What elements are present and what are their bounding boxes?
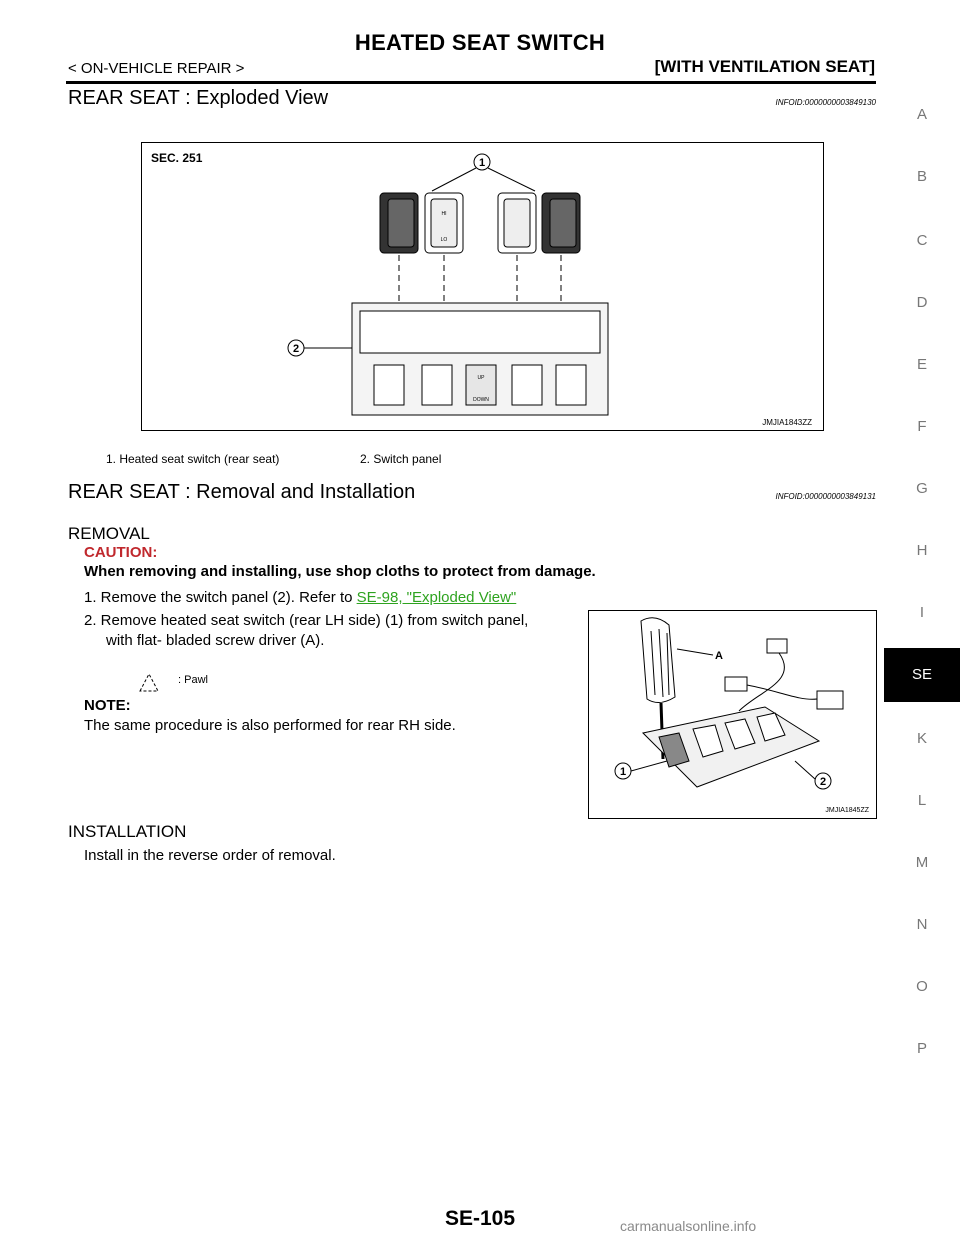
page-number: SE-105 xyxy=(444,1207,516,1230)
installation-text: Install in the reverse order of removal. xyxy=(84,847,336,864)
removal-heading: REMOVAL xyxy=(68,524,150,543)
tab-k[interactable]: K xyxy=(916,730,927,747)
switch-panel-icon xyxy=(352,303,608,415)
tab-f[interactable]: F xyxy=(917,418,927,435)
exploded-view-drawing xyxy=(142,143,822,429)
header-divider xyxy=(66,81,876,84)
tab-a[interactable]: A xyxy=(916,106,927,123)
tab-b[interactable]: B xyxy=(916,168,927,185)
pawl-symbol-icon xyxy=(138,671,160,693)
harness-connector-icon xyxy=(725,639,843,711)
caution-text: When removing and installing, use shop cloths to protect from damage. xyxy=(84,563,596,580)
heated-seat-switch-icon xyxy=(380,193,580,253)
step-2-line-2: with flat- bladed screw driver (A). xyxy=(106,632,325,649)
svg-text:1: 1 xyxy=(619,766,627,778)
installation-heading: INSTALLATION xyxy=(68,822,187,841)
tab-o[interactable]: O xyxy=(916,978,928,995)
callout-1-icon xyxy=(432,154,535,191)
removal-installation-infoid: INFOID:0000000003849131 xyxy=(775,492,876,501)
figure-code-label: JMJIA1843ZZ xyxy=(762,418,812,427)
exploded-view-figure xyxy=(141,142,824,431)
tab-d[interactable]: D xyxy=(916,294,928,311)
step-1-text: 1. Remove the switch panel (2). Refer to xyxy=(84,589,357,606)
removal-drawing xyxy=(589,611,875,817)
switch-down-label: DOWN xyxy=(473,397,489,403)
tab-g[interactable]: G xyxy=(916,480,928,497)
note-label: NOTE: xyxy=(84,697,131,714)
svg-text:2: 2 xyxy=(292,343,300,355)
tab-c[interactable]: C xyxy=(916,232,928,249)
legend-item-2: 2. Switch panel xyxy=(360,452,442,466)
exploded-view-heading: REAR SEAT : Exploded View xyxy=(68,87,329,109)
caution-label: CAUTION: xyxy=(84,544,158,561)
tab-se[interactable]: SE xyxy=(884,648,960,702)
legend-item-1: 1. Heated seat switch (rear seat) xyxy=(106,452,280,466)
page-title: HEATED SEAT SWITCH xyxy=(354,30,606,55)
switch-panel-back-icon xyxy=(643,707,819,787)
tab-e[interactable]: E xyxy=(916,356,927,373)
tab-m[interactable]: M xyxy=(915,854,929,871)
callout-1-removal-icon xyxy=(615,761,667,779)
removal-installation-heading: REAR SEAT : Removal and Installation xyxy=(68,481,416,503)
switch-up-label: UP xyxy=(477,375,485,381)
svg-text:1: 1 xyxy=(478,157,486,169)
callout-a-icon xyxy=(677,649,723,662)
note-text: The same procedure is also performed for rear RH side. xyxy=(84,717,456,734)
tab-n[interactable]: N xyxy=(916,916,928,933)
watermark-text: carmanualsonline.info xyxy=(620,1218,757,1234)
exploded-view-link[interactable]: SE-98, "Exploded View" xyxy=(356,589,517,606)
callout-2-removal-icon xyxy=(795,761,831,789)
removal-figure xyxy=(588,610,877,819)
svg-text:A: A xyxy=(715,650,723,662)
switch-hi-label: HI xyxy=(441,211,447,217)
step-1 xyxy=(84,587,516,608)
callout-2-icon xyxy=(288,340,352,356)
step-2-line-1: 2. Remove heated seat switch (rear LH side) (1) from switch panel, xyxy=(84,612,529,629)
tab-h[interactable]: H xyxy=(916,542,928,559)
exploded-view-infoid: INFOID:0000000003849130 xyxy=(775,98,876,107)
tab-l[interactable]: L xyxy=(917,792,927,809)
svg-text:2: 2 xyxy=(819,776,827,788)
variant-label: [WITH VENTILATION SEAT] xyxy=(654,57,875,76)
sec-number-label: SEC. 251 xyxy=(151,151,203,165)
section-breadcrumb: < ON-VEHICLE REPAIR > xyxy=(68,60,245,77)
pawl-label: : Pawl xyxy=(178,674,208,686)
tab-i[interactable]: I xyxy=(919,604,925,621)
removal-figure-code: JMJIA1845ZZ xyxy=(825,807,869,814)
switch-lo-label: LO xyxy=(440,237,448,243)
tab-p[interactable]: P xyxy=(916,1040,927,1057)
